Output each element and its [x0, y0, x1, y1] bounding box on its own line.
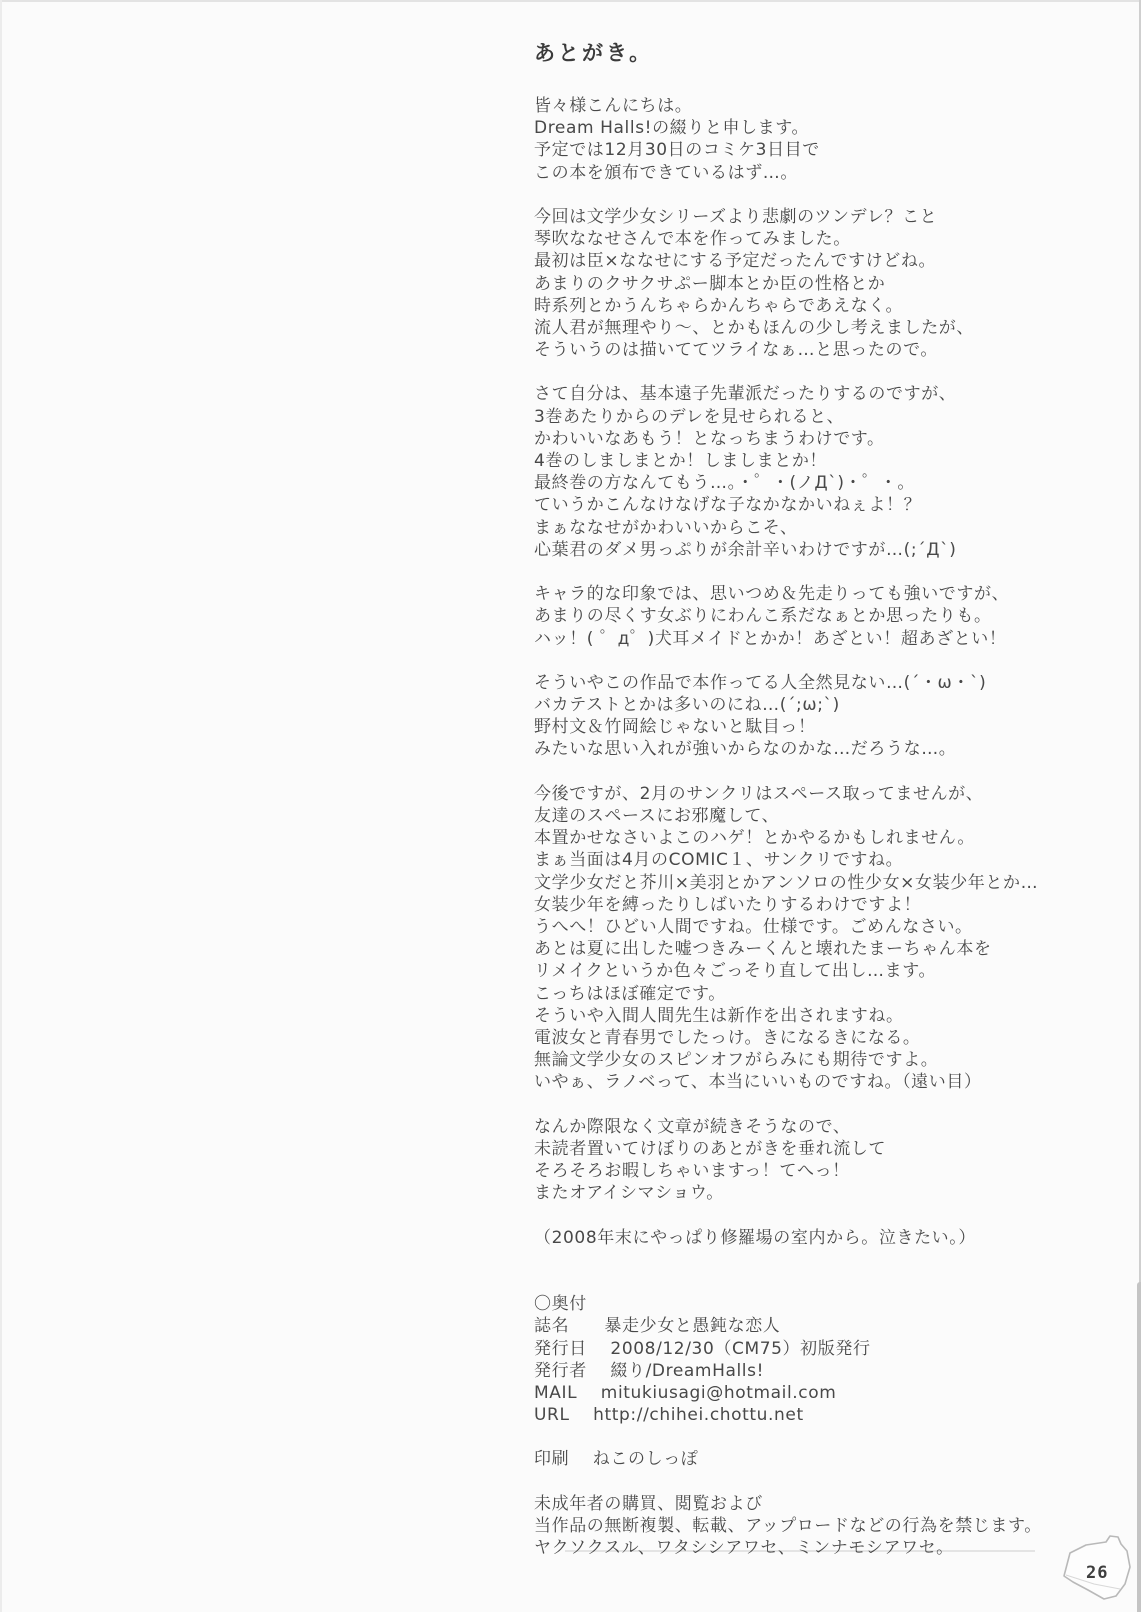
text-line: 心葉君のダメ男っぷりが余計辛いわけですが…(;´Д`) — [534, 539, 957, 560]
text-line: 皆々様こんにちは。 — [534, 96, 693, 116]
text-line: ハッ！( ゜д゜)犬耳メイドとかか！あざとい！超あざとい！ — [534, 628, 1007, 649]
afterword-content — [534, 40, 1094, 1559]
text-line: （2008年末にやっぱり修羅場の室内から。泣きたい。） — [534, 1227, 976, 1248]
text-line: URL http://chihei.chottu.net — [534, 1405, 804, 1426]
text-line: 電波女と青春男でしたっけ。きになるきになる。 — [534, 1027, 921, 1048]
text-line: 今回は文学少女シリーズより悲劇のツンデレ？こと — [534, 206, 938, 227]
text-line: うへへ！ひどい人間ですね。仕様です。ごめんなさい。 — [534, 916, 973, 937]
text-line: 無論文学少女のスピンオフがらみにも期待ですよ。 — [534, 1050, 939, 1071]
scan-edge-left — [0, 0, 2, 1612]
text-line: 印刷 ねこのしっぽ — [534, 1449, 699, 1470]
text-line — [534, 1204, 1094, 1226]
text-line: いやぁ、ラノベって、本当にいいものですね。（遠い目） — [534, 1072, 982, 1093]
text-line: みたいな思い入れが強いからなのかな…だろうな…。 — [534, 739, 957, 760]
text-line — [534, 1249, 1094, 1271]
text-line: さて自分は、基本遠子先輩派だったりするのですが、 — [534, 384, 957, 405]
text-line: この本を頒布できているはず…。 — [534, 162, 798, 183]
text-line: かわいいなあもう！となっちまうわけです。 — [534, 428, 885, 449]
text-line: 4巻のしましまとか！しましまとか！ — [534, 451, 828, 471]
text-line: 琴吹ななせさんで本を作ってみました。 — [534, 229, 851, 250]
text-line — [534, 761, 1094, 783]
text-line — [534, 1093, 1094, 1115]
text-line: 発行日 2008/12/30（CM75）初版発行 — [534, 1338, 871, 1359]
text-line: 女装少年を縛ったりしばいたりするわけですよ！ — [534, 894, 922, 915]
text-line: そういや入間人間先生は新作を出されますね。 — [534, 1005, 904, 1026]
text-line — [534, 1271, 1094, 1293]
page-title: あとがき。 — [534, 41, 654, 65]
text-line: 予定では12月30日のコミケ3日目で — [534, 140, 820, 161]
text-line: 本置かせなさいよこのハゲ！とかやるかもしれません。 — [534, 828, 976, 849]
afterword-text — [534, 95, 1094, 1559]
text-line: 今後ですが、2月のサンクリはスペース取ってませんが、 — [534, 783, 984, 804]
text-line — [534, 1426, 1094, 1448]
scan-edge-top — [0, 0, 1141, 2]
text-line: Dream Halls!の綴りと申します。 — [534, 118, 810, 139]
text-line: リメイクというか色々ごっそり直して出し…ます。 — [534, 961, 937, 982]
text-line: キャラ的な印象では、思いつめ＆先走りっても強いですが、 — [534, 584, 1010, 605]
text-line: 3巻あたりからのデレを見せられると、 — [534, 406, 845, 427]
text-line: またオアイシマショウ。 — [534, 1183, 724, 1204]
text-line: バカテストとかは多いのにね…(´;ω;`) — [534, 695, 840, 716]
text-line: そろそろお暇しちゃいますっ！てへっ！ — [534, 1161, 850, 1181]
text-line: 誌名 暴走少女と愚鈍な恋人 — [534, 1316, 781, 1337]
text-line: 最初は臣×ななせにする予定だったんですけどね。 — [534, 251, 937, 272]
text-line: まぁななせがかわいいからこそ、 — [534, 517, 798, 538]
text-line — [534, 650, 1094, 672]
text-line — [534, 184, 1094, 206]
text-line: まぁ当面は4月のCOMIC１、サンクリですね。 — [534, 850, 904, 871]
text-line: ていうかこんなけなげな子なかなかいねぇよ！？ — [534, 495, 922, 516]
text-line: 発行者 綴り/DreamHalls! — [534, 1360, 764, 1381]
text-line — [534, 1471, 1094, 1493]
text-line: 野村文＆竹岡絵じゃないと駄目っ！ — [534, 717, 816, 738]
text-line: なんか際限なく文章が続きそうなので、 — [534, 1116, 851, 1137]
text-line: ヤクソクスル、ワタシシアワセ、ミンナモシアワセ。 — [534, 1538, 954, 1559]
page-number-badge — [1056, 1532, 1140, 1608]
text-line: 〇奥付 — [534, 1294, 587, 1315]
text-line: そういやこの作品で本作ってる人全然見ない…(´・ω・`) — [534, 672, 987, 693]
page-number: 26 — [1086, 1563, 1109, 1583]
text-line: 時系列とかうんちゃらかんちゃらであえなく。 — [534, 295, 904, 316]
text-line: 文学少女だと芥川×美羽とかアンソロの性少女×女装少年とか… — [534, 872, 1039, 893]
text-line: 友達のスペースにお邪魔して、 — [534, 806, 780, 826]
text-line — [534, 361, 1094, 383]
text-line: あとは夏に出した嘘つきみーくんと壊れたまーちゃん本を — [534, 939, 992, 960]
text-line: MAIL mitukiusagi@hotmail.com — [534, 1382, 837, 1403]
text-line: 当作品の無断複製、転載、アップロードなどの行為を禁じます。 — [534, 1516, 1042, 1536]
text-line: あまりの尽くす女ぶりにわんこ系だなぁとか思ったりも。 — [534, 606, 992, 627]
text-line: そういうのは描いててツライなぁ…と思ったので。 — [534, 340, 938, 361]
text-line: 流人君が無理やり〜、とかもほんの少し考えましたが、 — [534, 317, 974, 338]
text-line: こっちはほぼ確定です。 — [534, 983, 726, 1004]
text-line — [534, 561, 1094, 583]
text-line: 最終巻の方なんてもう…。・゜・(ノД`)・゜・。 — [534, 473, 915, 494]
text-line: 未成年者の購買、閲覧および — [534, 1493, 763, 1514]
text-line: 未読者置いてけぼりのあとがきを垂れ流して — [534, 1138, 886, 1159]
text-line: あまりのクサクサぷー脚本とか臣の性格とか — [534, 273, 886, 294]
